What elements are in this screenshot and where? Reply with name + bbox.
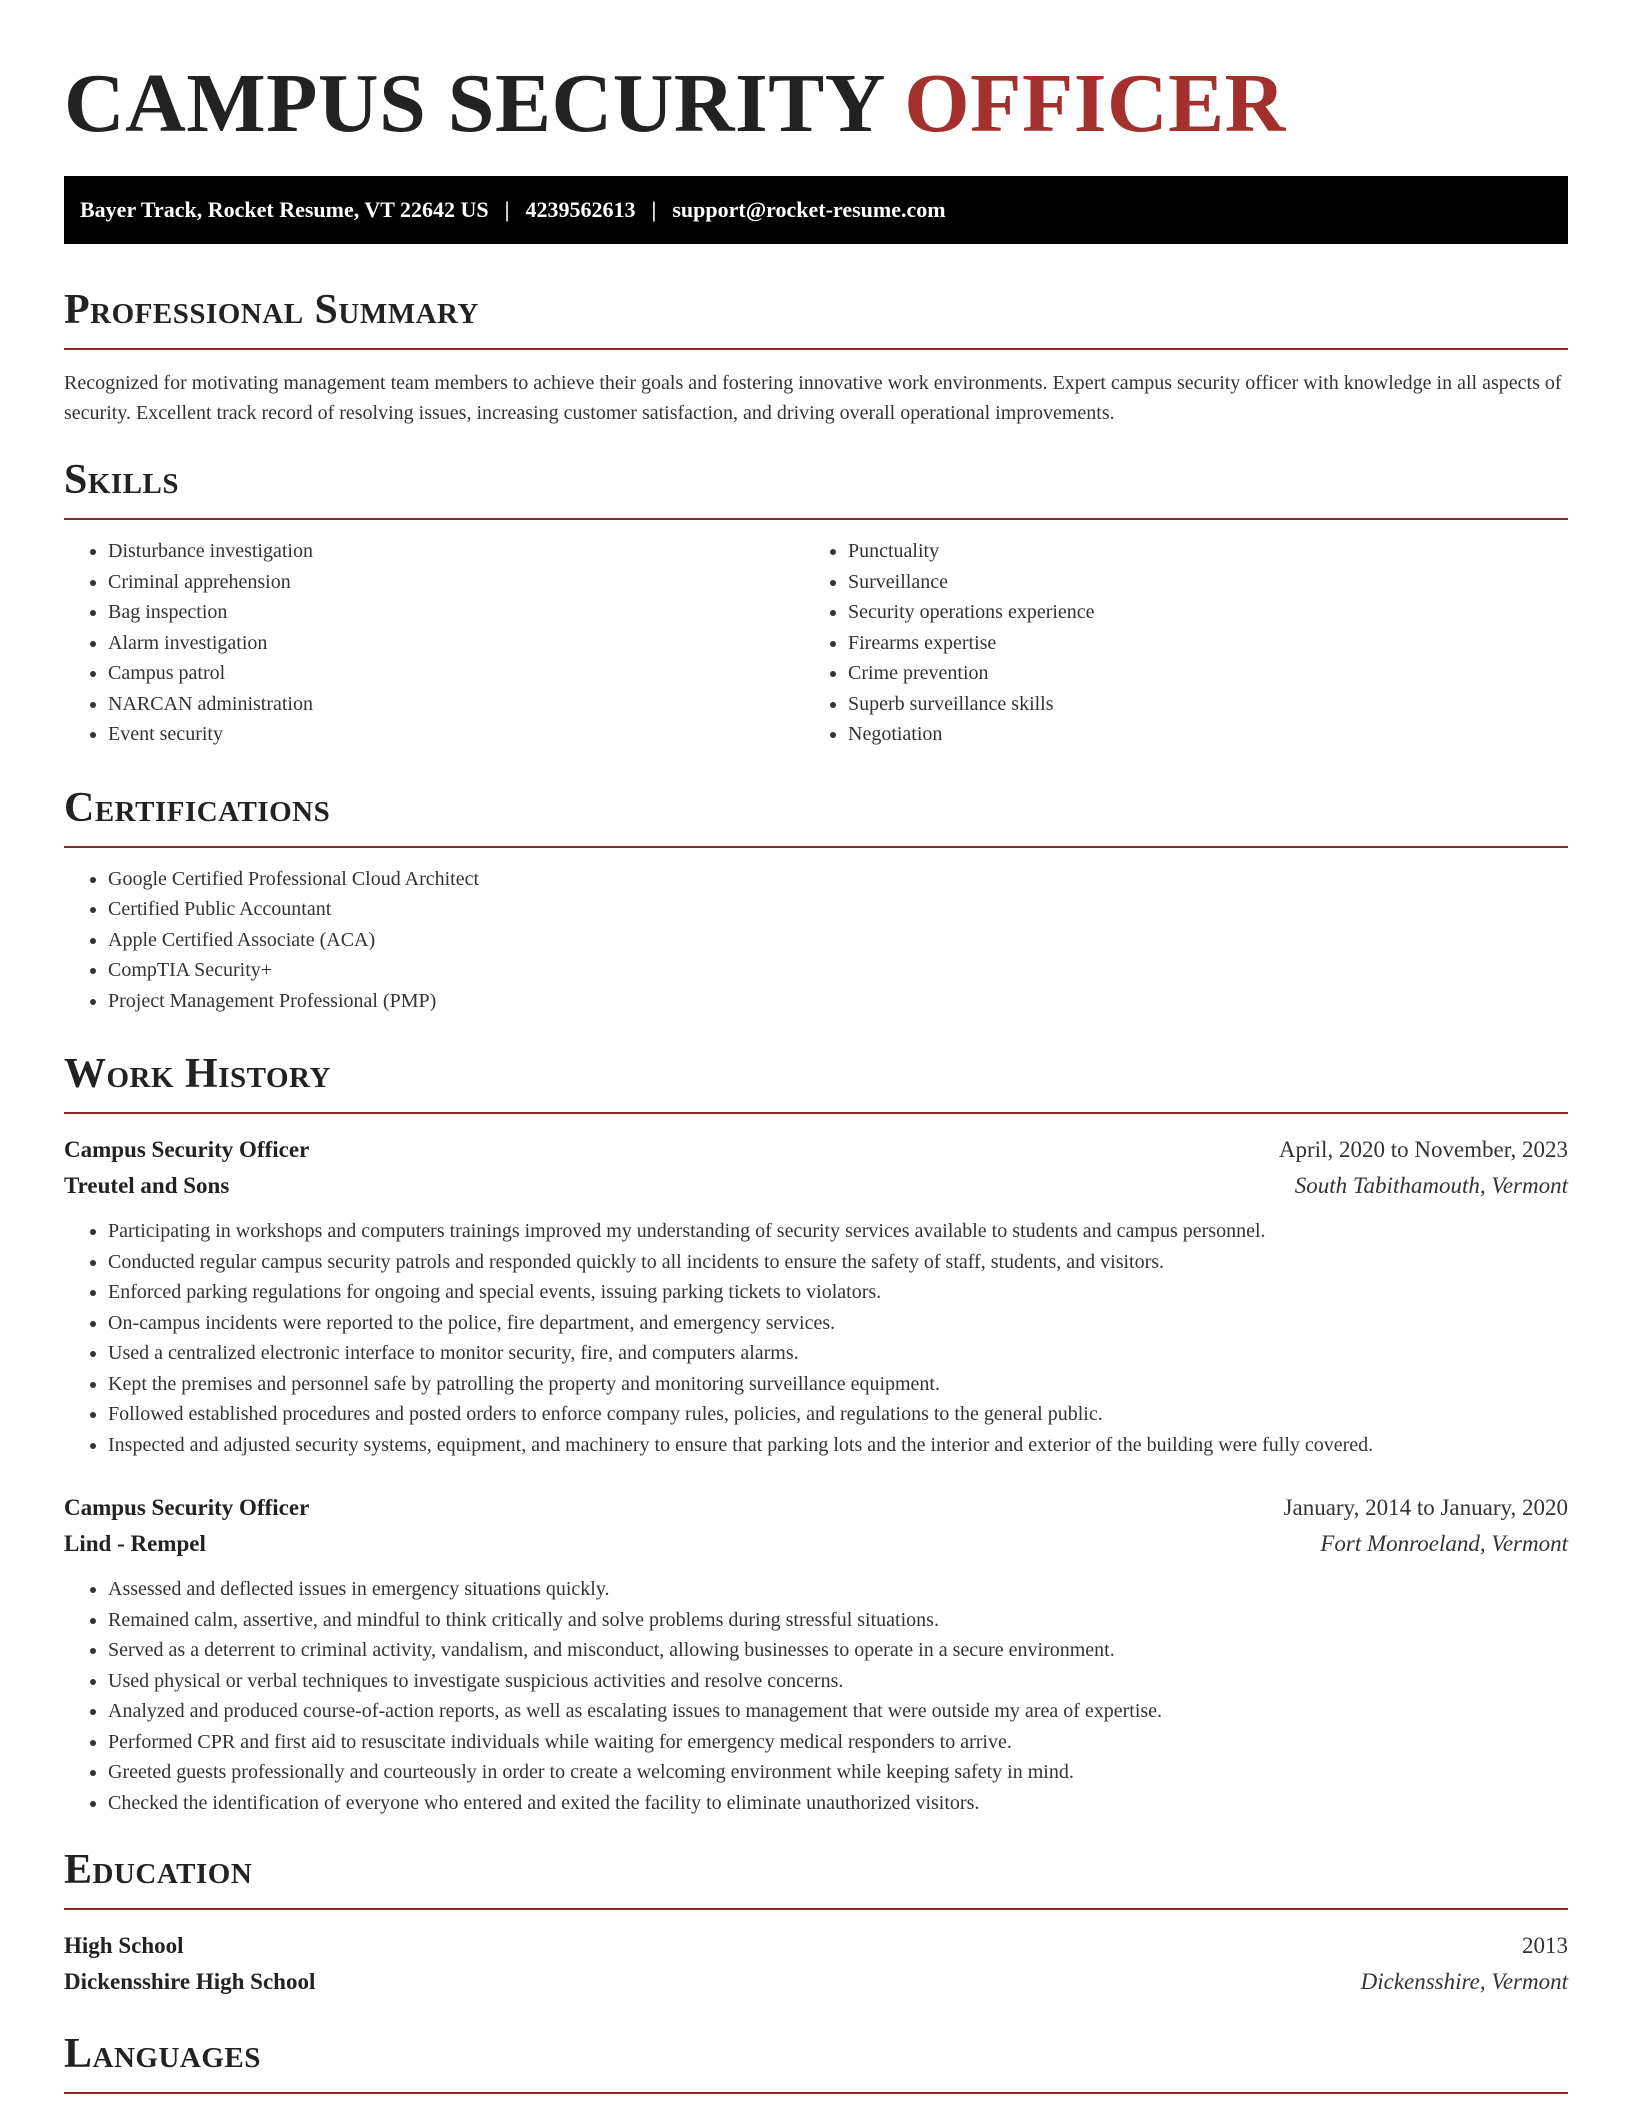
- certification-item: • Apple Certified Associate (ACA): [108, 925, 1568, 956]
- job-duty-item: • Performed CPR and first aid to resuscitate individuals while waiting for emergency medical responders to arrive.: [108, 1727, 1568, 1758]
- contact-bar: [64, 176, 1568, 244]
- job-duty-item: • Assessed and deflected issues in emergency situations quickly.: [108, 1574, 1568, 1605]
- job-duty-item: • Followed established procedures and posted orders to enforce company rules, policies, and regulations to the general public.: [108, 1399, 1568, 1430]
- name-main: CAMPUS SECURITY: [64, 57, 883, 150]
- section-title-summary: Professional Summary: [64, 287, 479, 333]
- section-divider: [64, 348, 1568, 350]
- job-company-row: [64, 1168, 1568, 1204]
- resume-name: [64, 0, 1568, 150]
- section-title-languages: Languages: [64, 2031, 261, 2077]
- summary-section: [64, 286, 1568, 428]
- skill-item: • Criminal apprehension: [108, 567, 804, 598]
- job-duty-item: • Participating in workshops and computers trainings improved my understanding of security services available to students and campus personnel.: [108, 1216, 1568, 1247]
- job-company-row: [64, 1526, 1568, 1562]
- skill-item: • Security operations experience: [848, 597, 1568, 628]
- skill-item: • Superb surveillance skills: [848, 689, 1568, 720]
- job-duty-item: • Kept the premises and personnel safe by patrolling the property and monitoring surveillance equipment.: [108, 1369, 1568, 1400]
- section-divider: [64, 1112, 1568, 1114]
- section-title-skills: Skills: [64, 457, 180, 503]
- education-school-row: [64, 1964, 1568, 2000]
- job-duties-list: [64, 1216, 1568, 1460]
- job-duty-item: • Analyzed and produced course-of-action reports, as well as escalating issues to management that were outside my area of expertise.: [108, 1696, 1568, 1727]
- skill-item: • Firearms expertise: [848, 628, 1568, 659]
- job-title: Campus Security Officer: [64, 1137, 310, 1162]
- education-header-row: [64, 1928, 1568, 1964]
- section-title-education: Education: [64, 1847, 253, 1893]
- job-duty-item: • Conducted regular campus security patrols and responded quickly to all incidents to ensure the safety of staff, students, and visitors.: [108, 1247, 1568, 1278]
- job-duty-item: • Inspected and adjusted security systems, equipment, and machinery to ensure that parking lots and the interior and exterior of the building were fully covered.: [108, 1430, 1568, 1461]
- skill-item: • Disturbance investigation: [108, 536, 804, 567]
- skill-item: • Crime prevention: [848, 658, 1568, 689]
- section-divider: [64, 846, 1568, 848]
- contact-address: Bayer Track, Rocket Resume, VT 22642 US: [80, 197, 489, 222]
- job-location: Fort Monroeland, Vermont: [1320, 1531, 1568, 1556]
- skill-item: • Campus patrol: [108, 658, 804, 689]
- job-entry: [64, 1490, 1568, 1818]
- contact-email[interactable]: support@rocket-resume.com: [672, 197, 946, 222]
- section-title-certifications: Certifications: [64, 784, 331, 831]
- certification-item: • Google Certified Professional Cloud Architect: [108, 864, 1568, 895]
- job-duty-item: • Used physical or verbal techniques to investigate suspicious activities and resolve concerns.: [108, 1666, 1568, 1697]
- section-title-work-history: Work History: [64, 1051, 331, 1097]
- job-header-row: [64, 1132, 1568, 1168]
- contact-phone: 4239562613: [525, 197, 636, 222]
- education-entry: [64, 1928, 1568, 2000]
- education-location: Dickensshire, Vermont: [1360, 1969, 1568, 1994]
- contact-separator: |: [651, 197, 657, 222]
- job-entry: [64, 1132, 1568, 1460]
- job-duty-item: • Remained calm, assertive, and mindful to think critically and solve problems during stressful situations.: [108, 1605, 1568, 1636]
- skill-item: • NARCAN administration: [108, 689, 804, 720]
- summary-text: Recognized for motivating management team members to achieve their goals and fostering innovative work environments. Expert campus security officer with knowledge in all aspects of security. Excellent track record of resolving issues, increasing customer satisfaction, and driving overall operational improvements.: [64, 372, 1562, 424]
- job-duty-item: • Greeted guests professionally and courteously in order to create a welcoming environment while keeping safety in mind.: [108, 1757, 1568, 1788]
- education-degree: High School: [64, 1933, 184, 1958]
- job-duty-item: • On-campus incidents were reported to the police, fire department, and emergency services.: [108, 1308, 1568, 1339]
- job-duty-item: • Used a centralized electronic interface to monitor security, fire, and computers alarms.: [108, 1338, 1568, 1369]
- skill-item: • Alarm investigation: [108, 628, 804, 659]
- section-divider: [64, 1908, 1568, 1910]
- skills-list-right: [804, 536, 1568, 750]
- job-duties-list: [64, 1574, 1568, 1818]
- job-header-row: [64, 1490, 1568, 1526]
- skills-section: [64, 456, 1568, 750]
- skills-list-left: [64, 536, 804, 750]
- job-dates: April, 2020 to November, 2023: [1278, 1137, 1568, 1162]
- name-accent: OFFICER: [904, 57, 1286, 150]
- job-duty-item: • Enforced parking regulations for ongoing and special events, issuing parking tickets to violators.: [108, 1277, 1568, 1308]
- contact-separator: |: [504, 197, 510, 222]
- education-school: Dickensshire High School: [64, 1969, 316, 1994]
- section-divider: [64, 2092, 1568, 2094]
- certifications-list: [64, 864, 1568, 1017]
- skill-item: • Bag inspection: [108, 597, 804, 628]
- job-duty-item: • Served as a deterrent to criminal activity, vandalism, and misconduct, allowing businesses to operate in a secure environment.: [108, 1635, 1568, 1666]
- skill-item: • Event security: [108, 719, 804, 750]
- skills-grid: [64, 520, 1568, 750]
- certifications-section: [64, 784, 1568, 1017]
- skill-item: • Surveillance: [848, 567, 1568, 598]
- skill-item: • Punctuality: [848, 536, 1568, 567]
- job-location: South Tabithamouth, Vermont: [1294, 1173, 1568, 1198]
- certification-item: • CompTIA Security+: [108, 955, 1568, 986]
- job-duty-item: • Checked the identification of everyone who entered and exited the facility to eliminate unauthorized visitors.: [108, 1788, 1568, 1819]
- work-history-section: [64, 1050, 1568, 1818]
- languages-section: [64, 2030, 1568, 2094]
- job-company: Lind - Rempel: [64, 1531, 206, 1556]
- skill-item: • Negotiation: [848, 719, 1568, 750]
- job-title: Campus Security Officer: [64, 1495, 310, 1520]
- job-company: Treutel and Sons: [64, 1173, 230, 1198]
- certification-item: • Certified Public Accountant: [108, 894, 1568, 925]
- job-dates: January, 2014 to January, 2020: [1283, 1495, 1568, 1520]
- education-year: 2013: [1522, 1933, 1568, 1958]
- certification-item: • Project Management Professional (PMP): [108, 986, 1568, 1017]
- education-section: [64, 1846, 1568, 2000]
